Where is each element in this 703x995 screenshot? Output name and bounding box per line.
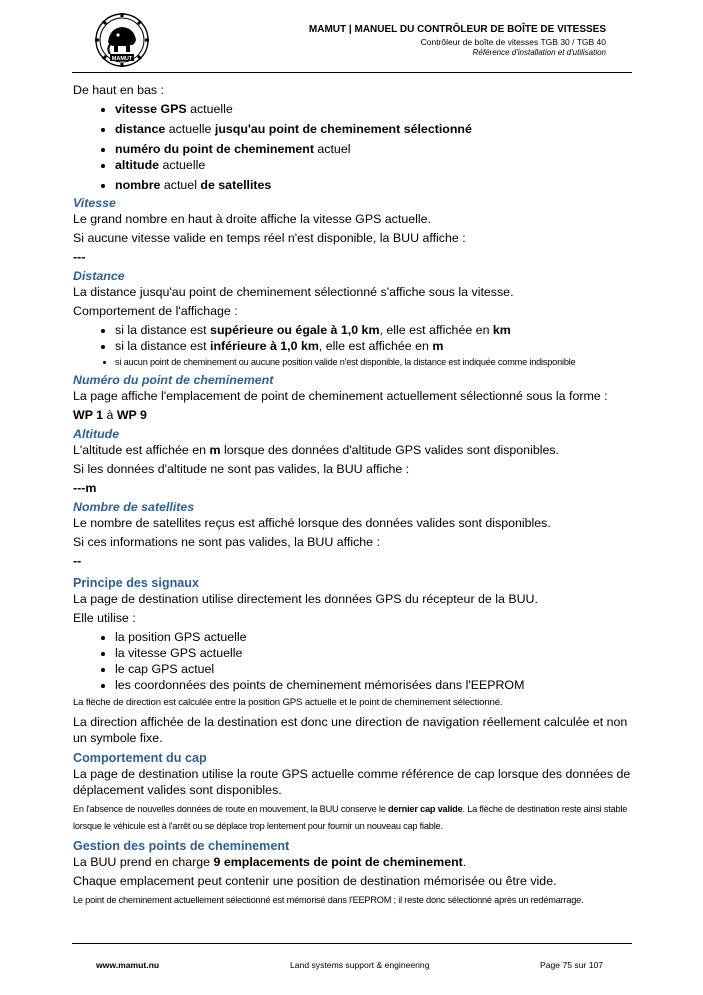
distance-text-1: La distance jusqu'au point de cheminement sélectionné s'affiche sous la vitesse.: [73, 285, 514, 299]
header-subtitle: Contrôleur de boîte de vitesses TGB 30 / TGB 40: [420, 37, 606, 47]
list-item: • si la distance est supérieure ou égale à 1,0 km, elle est affichée en km: [115, 322, 633, 338]
list-item: • distance actuelle jusqu'au point de cheminement sélectionné: [115, 121, 633, 137]
gestion-text-3: Le point de cheminement actuellement sélectionné est mémorisé dans l'EEPROM ; il reste donc sélectionné après un redémarrage.: [73, 895, 584, 905]
satellites-text-2: Si ces informations ne sont pas valides, la BUU affiche :: [73, 535, 380, 549]
gestion-text-2: Chaque emplacement peut contenir une position de destination mémorisée ou être vide.: [73, 874, 557, 888]
altitude-text-2: Si les données d'altitude ne sont pas valides, la BUU affiche :: [73, 462, 410, 476]
display-items-list: [73, 101, 633, 193]
header-title: MAMUT | MANUEL DU CONTRÔLEUR DE BOÎTE DE VITESSES: [308, 24, 606, 35]
satellites-text-1: Le nombre de satellites reçus est affiché lorsque des données valides sont disponibles.: [73, 516, 551, 530]
footer-website: www.mamut.nu: [96, 960, 160, 970]
svg-text:MAMUT: MAMUT: [111, 55, 133, 62]
heading-signaux: Principe des signaux: [73, 576, 199, 590]
signaux-text-4: La direction affichée de la destination est donc une direction de navigation réellement calculée et non un symbole fixe.: [73, 715, 628, 745]
heading-distance: Distance: [73, 269, 125, 283]
cap-text-2: En l'absence de nouvelles données de route en mouvement, la BUU conserve le dernier cap valide. La flèche de destination reste ainsi stable lorsque le véhicule est à l'arrêt ou se déplace trop lentement pour fournir un nouveau cap fiable.: [73, 804, 628, 831]
numero-text-1: La page affiche l'emplacement de point de cheminement actuellement sélectionné sous la forme :: [73, 389, 608, 403]
list-item: • les coordonnées des points de cheminement mémorisées dans l'EEPROM: [115, 677, 633, 693]
list-item: • la position GPS actuelle: [115, 629, 633, 645]
satellites-code: --: [73, 554, 82, 568]
distance-text-2: Comportement de l'affichage :: [73, 304, 238, 318]
altitude-code: ---m: [73, 481, 97, 495]
distance-list: [73, 322, 633, 370]
list-item: • si aucun point de cheminement ou aucune position valide n'est disponible, la distance est indiquée comme indisponible: [115, 354, 633, 370]
vitesse-text-1: Le grand nombre en haut à droite affiche la vitesse GPS actuelle.: [73, 212, 431, 226]
heading-gestion: Gestion des points de cheminement: [73, 839, 290, 853]
header-rule: [72, 72, 632, 73]
vitesse-text-2: Si aucune vitesse valide en temps réel n'est disponible, la BUU affiche :: [73, 231, 466, 245]
intro-text: De haut en bas :: [73, 83, 164, 97]
heading-satellites: Nombre de satellites: [73, 500, 195, 514]
numero-wp-range: WP 1 à WP 9: [73, 408, 147, 422]
signaux-text-3: La flèche de direction est calculée entre la position GPS actuelle et le point de cheminement sélectionné.: [73, 697, 503, 708]
heading-vitesse: Vitesse: [73, 196, 116, 210]
footer-page-number: Page 75 sur 107: [540, 960, 604, 970]
signaux-list: [73, 629, 633, 693]
page-content: [73, 82, 633, 911]
footer-company: Land systems support & engineering: [290, 960, 430, 970]
footer-rule: [72, 943, 632, 944]
vitesse-code: ---: [73, 250, 86, 264]
list-item: • la vitesse GPS actuelle: [115, 645, 633, 661]
page-header: [72, 12, 632, 74]
list-item: • nombre actuel de satellites: [115, 177, 633, 193]
list-item: • altitude actuelle: [115, 157, 633, 173]
cap-text-1: La page de destination utilise la route GPS actuelle comme référence de cap lorsque des données de déplacement valides sont disponibles.: [73, 767, 631, 797]
signaux-text-1: La page de destination utilise directement les données GPS du récepteur de la BUU.: [73, 592, 538, 606]
altitude-text-1: L'altitude est affichée en m lorsque des données d'altitude GPS valides sont disponibles.: [73, 443, 560, 457]
list-item: • le cap GPS actuel: [115, 661, 633, 677]
list-item: • si la distance est inférieure à 1,0 km, elle est affichée en m: [115, 338, 633, 354]
gestion-text-1: La BUU prend en charge 9 emplacements de point de cheminement.: [73, 855, 467, 869]
list-item: • vitesse GPS actuelle: [115, 101, 633, 117]
signaux-text-2: Elle utilise :: [73, 611, 136, 625]
header-subtitle-2: Référence d'installation et d'utilisation: [472, 48, 606, 57]
heading-numero: Numéro du point de cheminement: [73, 373, 274, 387]
list-item: • numéro du point de cheminement actuel: [115, 141, 633, 157]
heading-cap: Comportement du cap: [73, 751, 207, 765]
heading-altitude: Altitude: [73, 427, 120, 441]
mamut-logo: [94, 12, 150, 68]
